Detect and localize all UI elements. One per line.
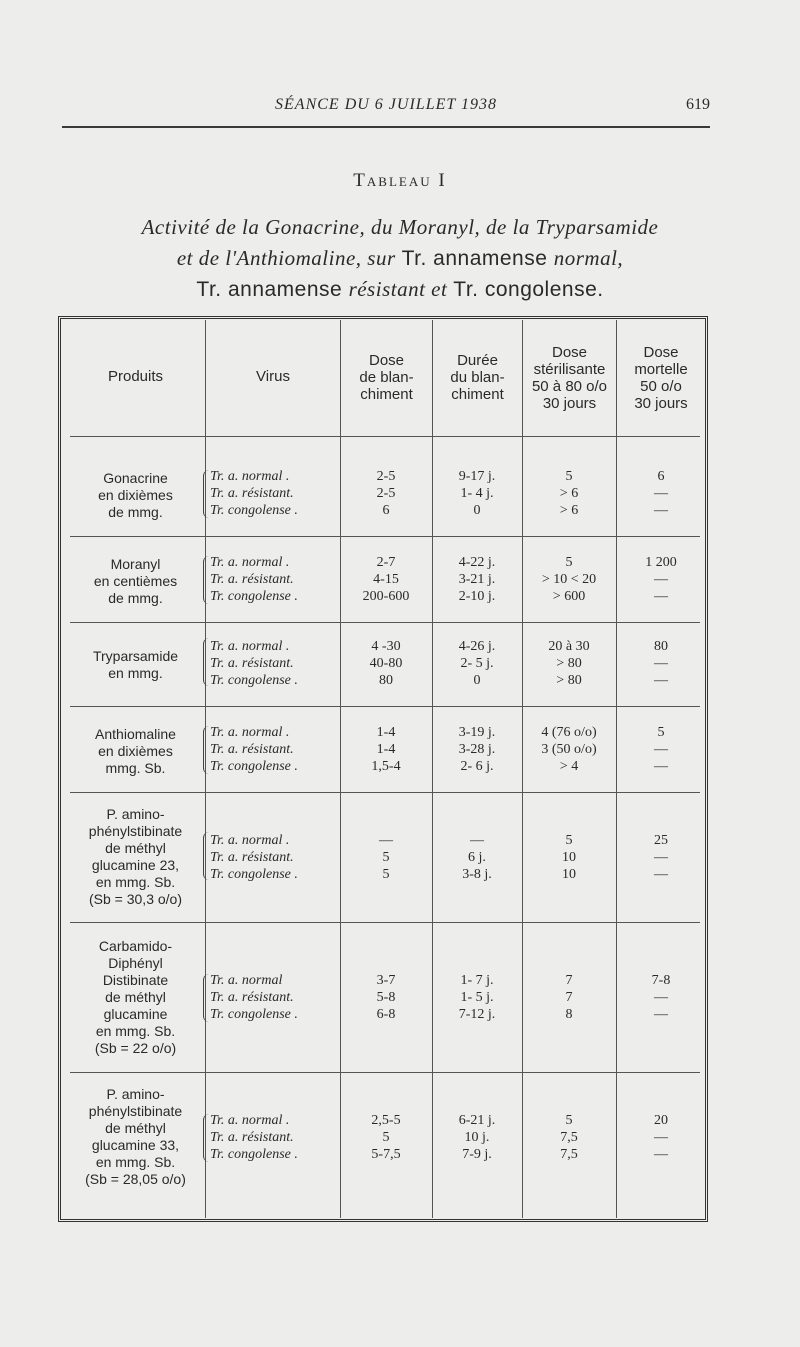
steril-value: 10 xyxy=(562,850,576,865)
duree-value: 3-19 j. xyxy=(458,725,496,740)
col-header-dose: Dose de blan- chiment xyxy=(359,352,414,403)
mort-value: — xyxy=(654,572,668,587)
duree-value: 3-8 j. xyxy=(462,867,492,882)
header-divider xyxy=(70,436,700,437)
virus-entry: Tr. a. résistant. xyxy=(210,572,294,587)
caption-line-2a: et de l'Anthiomaline, sur xyxy=(176,246,396,270)
virus-list xyxy=(210,554,340,605)
dose-value: 2-7 xyxy=(376,555,396,570)
duree-value: 3-28 j. xyxy=(458,742,496,757)
dose-values xyxy=(340,832,432,883)
product-name: P. amino- phénylstibinate de méthyl glucamine 33, en mmg. Sb. (Sb = 28,05 o/o) xyxy=(85,1086,186,1187)
mort-value: — xyxy=(654,656,668,671)
steril-value: 3 (50 o/o) xyxy=(541,742,597,757)
duree-values xyxy=(432,972,522,1023)
brace-icon xyxy=(203,1114,210,1162)
mort-value: — xyxy=(654,759,668,774)
product-name: Moranyl en centièmes de mmg. xyxy=(93,556,178,606)
virus-entry: Tr. a. résistant. xyxy=(210,486,294,501)
dose-value: 5 xyxy=(382,850,390,865)
mort-value: — xyxy=(654,867,668,882)
row-divider xyxy=(70,792,700,793)
duree-value: 2-10 j. xyxy=(458,589,496,604)
product-name: P. amino- phénylstibinate de méthyl glucamine 23, en mmg. Sb. (Sb = 30,3 o/o) xyxy=(88,806,183,907)
steril-value: 5 xyxy=(565,833,573,848)
duree-value: 0 xyxy=(473,673,481,688)
duree-values xyxy=(432,554,522,605)
row-divider xyxy=(70,622,700,623)
row-divider xyxy=(70,922,700,923)
steril-value: > 4 xyxy=(559,759,579,774)
virus-list xyxy=(210,1112,340,1163)
caption-line-2c: annamense xyxy=(433,247,548,270)
duree-value: — xyxy=(470,833,484,848)
steril-value: > 80 xyxy=(556,673,582,688)
duree-value: 1- 4 j. xyxy=(460,486,494,501)
dose-value: 80 xyxy=(379,673,393,688)
dose-value: — xyxy=(379,833,393,848)
virus-list xyxy=(210,972,340,1023)
steril-value: 5 xyxy=(565,469,573,484)
duree-value: 6-21 j. xyxy=(458,1113,496,1128)
brace-icon xyxy=(203,974,210,1022)
steril-values xyxy=(522,638,616,689)
duree-value: 2- 6 j. xyxy=(460,759,494,774)
mort-value: — xyxy=(654,486,668,501)
virus-entry: Tr. congolense . xyxy=(210,503,298,518)
dose-value: 1,5-4 xyxy=(371,759,401,774)
virus-entry: Tr. a. résistant. xyxy=(210,990,294,1005)
duree-value: 4-26 j. xyxy=(458,639,496,654)
dose-values xyxy=(340,468,432,519)
product-name: Anthiomaline en dixièmes mmg. Sb. xyxy=(95,726,176,776)
steril-value: 20 à 30 xyxy=(548,639,590,654)
table-title: Tableau I xyxy=(353,170,447,191)
col-header-mortelle: Dose mortelle 50 o/o 30 jours xyxy=(634,344,688,412)
header-rule xyxy=(62,126,710,128)
mort-value: — xyxy=(654,1007,668,1022)
steril-value: 5 xyxy=(565,1113,573,1128)
virus-entry: Tr. congolense . xyxy=(210,673,298,688)
dose-values xyxy=(340,638,432,689)
running-header xyxy=(62,96,710,120)
mort-values xyxy=(616,832,706,883)
caption-line-3c: Tr. congolense. xyxy=(453,278,604,301)
steril-value: 7 xyxy=(565,973,573,988)
duree-value: 3-21 j. xyxy=(458,572,496,587)
row-divider xyxy=(70,536,700,537)
duree-values xyxy=(432,468,522,519)
col-header-produits: Produits xyxy=(107,368,164,385)
table-caption xyxy=(60,212,740,305)
virus-entry: Tr. a. normal . xyxy=(210,639,290,654)
mort-value: — xyxy=(654,742,668,757)
dose-values xyxy=(340,724,432,775)
duree-value: 0 xyxy=(473,503,481,518)
steril-values xyxy=(522,554,616,605)
mort-value: 1 200 xyxy=(645,555,677,570)
virus-entry: Tr. a. résistant. xyxy=(210,850,294,865)
virus-entry: Tr. a. normal . xyxy=(210,469,290,484)
mort-values xyxy=(616,1112,706,1163)
dose-value: 6 xyxy=(382,503,390,518)
virus-entry: Tr. congolense . xyxy=(210,1007,298,1022)
dose-value: 2-5 xyxy=(376,486,396,501)
product-name: Tryparsamide en mmg. xyxy=(92,648,179,681)
mort-value: 7-8 xyxy=(651,973,671,988)
dose-value: 5-7,5 xyxy=(371,1147,401,1162)
mort-value: — xyxy=(654,1147,668,1162)
mort-value: 25 xyxy=(654,833,668,848)
steril-value: > 6 xyxy=(559,486,579,501)
mort-values xyxy=(616,468,706,519)
brace-icon xyxy=(203,726,210,774)
duree-values xyxy=(432,1112,522,1163)
virus-entry: Tr. a. normal . xyxy=(210,725,290,740)
virus-entry: Tr. a. résistant. xyxy=(210,656,294,671)
steril-value: 4 (76 o/o) xyxy=(541,725,597,740)
steril-values xyxy=(522,724,616,775)
virus-entry: Tr. a. résistant. xyxy=(210,742,294,757)
caption-line-2b: Tr. xyxy=(401,247,427,270)
caption-line-1: Activité de la Gonacrine, du Moranyl, de la Tryparsamide xyxy=(141,215,659,239)
steril-value: 8 xyxy=(565,1007,573,1022)
mort-value: 80 xyxy=(654,639,668,654)
steril-value: > 80 xyxy=(556,656,582,671)
mort-value: — xyxy=(654,673,668,688)
dose-value: 1-4 xyxy=(376,742,396,757)
dose-value: 3-7 xyxy=(376,973,396,988)
duree-value: 2- 5 j. xyxy=(460,656,494,671)
mort-value: 5 xyxy=(657,725,665,740)
steril-values xyxy=(522,1112,616,1163)
duree-value: 7-9 j. xyxy=(462,1147,492,1162)
product-name: Carbamido- Diphényl Distibinate de méthyl glucamine en mmg. Sb. (Sb = 22 o/o) xyxy=(94,938,177,1056)
dose-value: 200-600 xyxy=(362,589,410,604)
col-header-duree: Durée du blan- chiment xyxy=(450,352,505,403)
mort-value: — xyxy=(654,850,668,865)
mort-value: 6 xyxy=(657,469,665,484)
steril-value: 10 xyxy=(562,867,576,882)
duree-value: 7-12 j. xyxy=(458,1007,496,1022)
steril-value: 7,5 xyxy=(560,1147,578,1162)
dose-value: 2-5 xyxy=(376,469,396,484)
mort-values xyxy=(616,724,706,775)
virus-list xyxy=(210,832,340,883)
duree-value: 1- 7 j. xyxy=(460,973,494,988)
dose-value: 5 xyxy=(382,1130,390,1145)
mort-value: — xyxy=(654,503,668,518)
page-number: 619 xyxy=(686,96,710,113)
virus-entry: Tr. congolense . xyxy=(210,867,298,882)
steril-value: 7,5 xyxy=(560,1130,578,1145)
virus-entry: Tr. a. résistant. xyxy=(210,1130,294,1145)
row-divider xyxy=(70,706,700,707)
virus-list xyxy=(210,468,340,519)
steril-values xyxy=(522,832,616,883)
dose-values xyxy=(340,554,432,605)
mort-value: 20 xyxy=(654,1113,668,1128)
steril-values xyxy=(522,468,616,519)
virus-entry: Tr. congolense . xyxy=(210,1147,298,1162)
brace-icon xyxy=(203,556,210,604)
brace-icon xyxy=(203,832,210,880)
duree-values xyxy=(432,638,522,689)
dose-value: 2,5-5 xyxy=(371,1113,401,1128)
virus-entry: Tr. congolense . xyxy=(210,589,298,604)
steril-values xyxy=(522,972,616,1023)
dose-value: 4 -30 xyxy=(371,639,401,654)
virus-entry: Tr. a. normal . xyxy=(210,1113,290,1128)
caption-line-2d: normal, xyxy=(553,246,624,270)
dose-value: 40-80 xyxy=(369,656,403,671)
row-divider xyxy=(70,1072,700,1073)
dose-value: 4-15 xyxy=(373,572,399,587)
caption-line-3b: résistant et xyxy=(348,277,448,301)
steril-value: 5 xyxy=(565,555,573,570)
dose-values xyxy=(340,1112,432,1163)
steril-value: 7 xyxy=(565,990,573,1005)
caption-line-3a: Tr. annamense xyxy=(196,278,343,301)
brace-icon xyxy=(203,638,210,686)
mort-values xyxy=(616,638,706,689)
duree-value: 10 j. xyxy=(464,1130,490,1145)
duree-value: 1- 5 j. xyxy=(460,990,494,1005)
dose-value: 1-4 xyxy=(376,725,396,740)
dose-value: 5-8 xyxy=(376,990,396,1005)
virus-entry: Tr. a. normal . xyxy=(210,555,290,570)
col-header-virus: Virus xyxy=(256,368,290,385)
duree-value: 4-22 j. xyxy=(458,555,496,570)
steril-value: > 10 < 20 xyxy=(541,572,597,587)
product-name: Gonacrine en dixièmes de mmg. xyxy=(98,470,173,520)
mort-values xyxy=(616,972,706,1023)
mort-value: — xyxy=(654,589,668,604)
mort-value: — xyxy=(654,990,668,1005)
mort-value: — xyxy=(654,1130,668,1145)
duree-value: 9-17 j. xyxy=(458,469,496,484)
duree-value: 6 j. xyxy=(468,850,486,865)
virus-list xyxy=(210,638,340,689)
dose-value: 6-8 xyxy=(376,1007,396,1022)
col-header-sterilisante: Dose stérilisante 50 à 80 o/o 30 jours xyxy=(531,344,608,412)
steril-value: > 6 xyxy=(559,503,579,518)
virus-entry: Tr. congolense . xyxy=(210,759,298,774)
duree-values xyxy=(432,832,522,883)
virus-entry: Tr. a. normal . xyxy=(210,833,290,848)
dose-value: 5 xyxy=(382,867,390,882)
virus-entry: Tr. a. normal xyxy=(210,973,283,988)
dose-values xyxy=(340,972,432,1023)
brace-icon xyxy=(203,470,210,518)
mort-values xyxy=(616,554,706,605)
running-title: SÉANCE DU 6 JUILLET 1938 xyxy=(275,96,497,113)
virus-list xyxy=(210,724,340,775)
steril-value: > 600 xyxy=(552,589,586,604)
duree-values xyxy=(432,724,522,775)
